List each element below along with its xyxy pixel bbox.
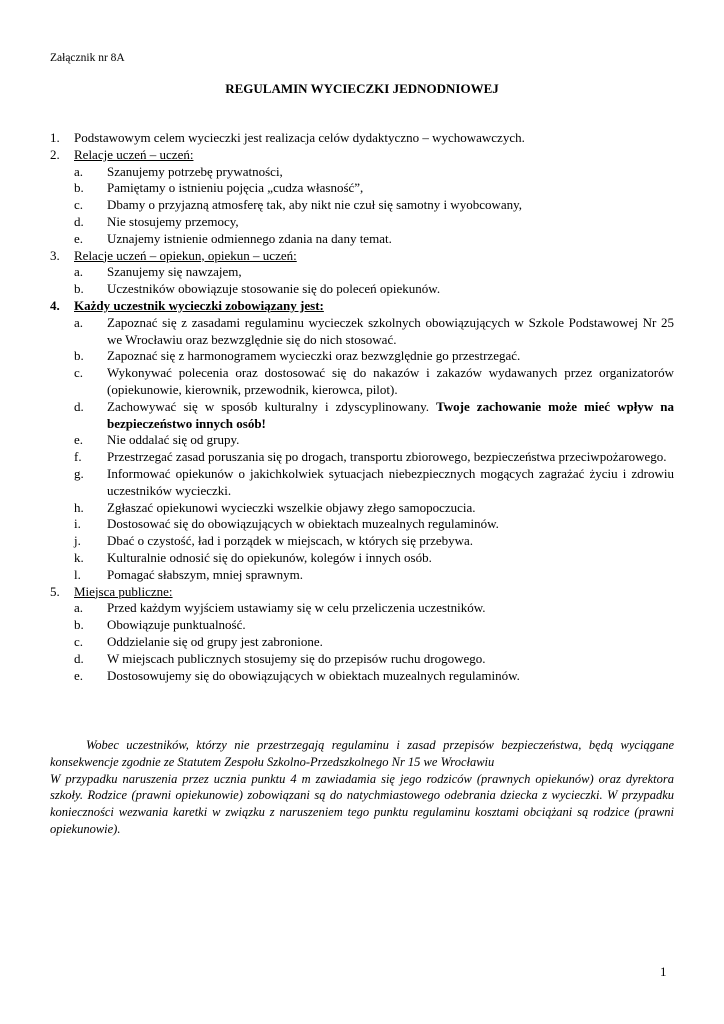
item-letter: c.	[74, 197, 84, 213]
list-item	[50, 231, 674, 248]
list-item	[50, 264, 674, 281]
list-item	[50, 315, 674, 349]
section-4	[50, 298, 674, 315]
list-item	[50, 550, 674, 567]
section-1	[50, 130, 674, 147]
section-5	[50, 584, 674, 601]
item-text: Wykonywać polecenia oraz dostosować się do nakazów i zakazów wydawanych przez organizatorów (opiekunowie, kierownik, przewodnik, kierowca, pilot).	[107, 365, 674, 397]
item-text: Zachowywać się w sposób kulturalny i zdyscyplinowany.	[107, 398, 429, 414]
item-text: W miejscach publicznych stosujemy się do przepisów ruchu drogowego.	[107, 650, 486, 666]
list-item	[50, 634, 674, 651]
list-item	[50, 617, 674, 634]
item-letter: j.	[74, 533, 81, 549]
item-letter: a.	[74, 600, 84, 616]
item-text: Zapoznać się z harmonogramem wycieczki oraz bezwzględnie go przestrzegać.	[107, 348, 521, 364]
consequences-paragraph: Wobec uczestników, którzy nie przestrzegają regulaminu i zasad przepisów bezpieczeństwa, będą wyciągane konsekwencje zgodnie ze Statutem Zespołu Szkolno-Przedszkolnego Nr 15 we Wrocławiu	[50, 738, 674, 769]
item-letter: b.	[74, 180, 84, 196]
section-number: 2.	[50, 146, 60, 162]
section-number: 4.	[50, 297, 60, 313]
list-item	[50, 516, 674, 533]
item-letter: b.	[74, 348, 84, 364]
section-heading: Relacje uczeń – opiekun, opiekun – uczeń:	[74, 247, 297, 263]
item-letter: i.	[74, 516, 81, 532]
item-letter: a.	[74, 314, 84, 330]
section-number: 5.	[50, 583, 60, 599]
section-heading: Miejsca publiczne:	[74, 583, 173, 599]
item-text: Obowiązuje punktualność.	[107, 617, 246, 633]
list-item	[50, 466, 674, 500]
item-text: Oddzielanie się od grupy jest zabronione.	[107, 633, 323, 649]
item-letter: g.	[74, 465, 84, 481]
section-number: 3.	[50, 247, 60, 263]
list-item	[50, 567, 674, 584]
item-letter: e.	[74, 230, 84, 246]
list-item	[50, 668, 674, 685]
item-letter: e.	[74, 432, 84, 448]
item-text: Dbać o czystość, ład i porządek w miejscach, w których się przebywa.	[107, 533, 474, 549]
item-text: Kulturalnie odnosić się do opiekunów, kolegów i innych osób.	[107, 549, 432, 565]
section-heading: Każdy uczestnik wycieczki zobowiązany jest:	[74, 297, 324, 313]
list-item	[50, 399, 674, 433]
item-warning: Twoje zachowanie może mieć wpływ na bezpieczeństwo innych osób!	[107, 398, 674, 431]
item-letter: e.	[74, 667, 84, 683]
item-letter: d.	[74, 650, 84, 666]
item-text: Dostosowujemy się do obowiązujących w obiektach muzealnych regulaminów.	[107, 667, 520, 683]
list-item	[50, 164, 674, 181]
item-text: Nie stosujemy przemocy,	[107, 213, 239, 229]
item-letter: a.	[74, 264, 84, 280]
item-letter: c.	[74, 633, 84, 649]
list-item	[50, 281, 674, 298]
list-item	[50, 365, 674, 399]
attachment-label: Załącznik nr 8A	[50, 52, 125, 64]
item-text: Dostosować się do obowiązujących w obiektach muzealnych regulaminów.	[107, 516, 499, 532]
footer-notes	[50, 737, 674, 838]
list-item	[50, 533, 674, 550]
item-text: Zapoznać się z zasadami regulaminu wycieczek szkolnych obowiązujących w Szkole Podstawowej Nr 25 we Wrocławiu oraz bezwzględnie się do nich stosować.	[107, 314, 674, 347]
list-item	[50, 449, 674, 466]
item-text: Uznajemy istnienie odmiennego zdania na dany temat.	[107, 230, 392, 246]
item-text: Przed każdym wyjściem ustawiamy się w celu przeliczenia uczestników.	[107, 600, 486, 616]
item-letter: c.	[74, 365, 84, 381]
item-text: Przestrzegać zasad poruszania się po drogach, transportu zbiorowego, bezpieczeństwa przeciwpożarowego.	[107, 449, 667, 465]
item-letter: d.	[74, 398, 84, 414]
item-text: Informować opiekunów o jakichkolwiek sytuacjach niebezpiecznych mogących zagrażać życiu i zdrowiu uczestników wycieczki.	[107, 465, 674, 498]
list-item	[50, 651, 674, 668]
list-item	[50, 197, 674, 214]
regulation-list	[50, 130, 674, 684]
item-text: Nie oddalać się od grupy.	[107, 432, 240, 448]
item-letter: f.	[74, 449, 82, 465]
page-number: 1	[660, 964, 667, 979]
document-title: REGULAMIN WYCIECZKI JEDNODNIOWEJ	[225, 81, 499, 96]
item-text: Zgłaszać opiekunowi wycieczki wszelkie objawy złego samopoczucia.	[107, 499, 476, 515]
violation-paragraph: W przypadku naruszenia przez ucznia punktu 4 m zawiadamia się jego rodziców (prawnych opiekunów) oraz dyrektora szkoły. Rodzice (prawni opiekunowie) zobowiązani są do natychmiastowego odebrania dziecka z wycieczki. W przypadku konieczności wezwania karetki w związku z naruszeniem tego punktu regulaminu kosztami obciążani są rodzice (prawni opiekunowie).	[50, 771, 674, 836]
section-text: Podstawowym celem wycieczki jest realizacja celów dydaktyczno – wychowawczych.	[74, 130, 525, 145]
list-item	[50, 348, 674, 365]
section-heading: Relacje uczeń – uczeń:	[74, 146, 194, 162]
section-2	[50, 147, 674, 164]
item-letter: b.	[74, 617, 84, 633]
item-text: Pamiętamy o istnieniu pojęcia „cudza własność”,	[107, 180, 364, 196]
item-text: Szanujemy się nawzajem,	[107, 264, 242, 280]
item-letter: d.	[74, 213, 84, 229]
list-item	[50, 432, 674, 449]
list-item	[50, 500, 674, 517]
list-item	[50, 600, 674, 617]
item-letter: k.	[74, 549, 84, 565]
item-letter: a.	[74, 163, 84, 179]
item-letter: b.	[74, 281, 84, 297]
item-text: Pomagać słabszym, mniej sprawnym.	[107, 566, 304, 582]
item-text: Szanujemy potrzebę prywatności,	[107, 163, 283, 179]
list-item	[50, 214, 674, 231]
item-text: Dbamy o przyjazną atmosferę tak, aby nikt nie czuł się samotny i wyobcowany,	[107, 197, 523, 213]
section-number: 1.	[50, 130, 60, 145]
list-item	[50, 180, 674, 197]
item-letter: h.	[74, 499, 84, 515]
item-letter: l.	[74, 566, 81, 582]
section-3	[50, 248, 674, 265]
item-text: Uczestników obowiązuje stosowanie się do poleceń opiekunów.	[107, 281, 441, 297]
